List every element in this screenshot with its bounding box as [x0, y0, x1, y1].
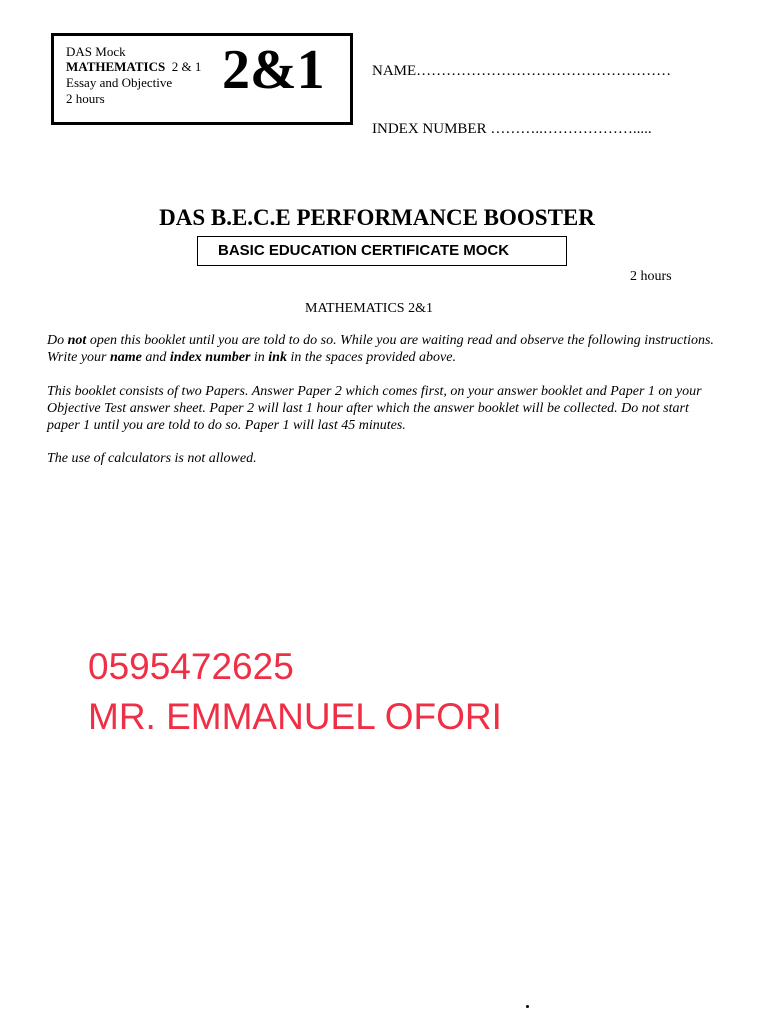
- paper-code: 2&1: [222, 39, 325, 101]
- subject-name: MATHEMATICS: [66, 59, 166, 74]
- subject-label: [66, 59, 201, 75]
- page-title: DAS B.E.C.E PERFORMANCE BOOSTER: [159, 205, 595, 230]
- instruction-emphasis: name: [110, 350, 142, 365]
- candidate-name-field: NAME……………………………………………: [372, 63, 672, 79]
- duration-label: 2 hours: [66, 91, 105, 106]
- contact-phone: 0595472625: [88, 646, 294, 687]
- exam-subtitle: BASIC EDUCATION CERTIFICATE MOCK: [197, 236, 567, 266]
- instruction-text: in: [250, 350, 269, 365]
- instruction-text: open this booklet until you are told to do so. While you are waiting read and observe the following instructions. Write your: [47, 333, 714, 365]
- instruction-emphasis: ink: [268, 350, 287, 365]
- instruction-emphasis: index number: [169, 350, 251, 365]
- paper-type-label: Essay and Objective: [66, 75, 173, 90]
- exam-series-label: DAS Mock: [66, 44, 126, 59]
- instruction-text: and: [141, 350, 170, 365]
- subject-line: MATHEMATICS 2&1: [305, 301, 433, 316]
- index-number-field: INDEX NUMBER ………..……………….....: [372, 121, 652, 137]
- instruction-text: Do: [47, 333, 68, 348]
- instruction-paragraph-1: [47, 332, 717, 366]
- paper-numbers: 2 & 1: [171, 59, 202, 74]
- instruction-paragraph-3: The use of calculators is not allowed.: [47, 451, 257, 466]
- exam-duration: 2 hours: [630, 269, 672, 284]
- header-box: [51, 33, 353, 125]
- instruction-paragraph-2: This booklet consists of two Papers. Answer Paper 2 which comes first, on your answer booklet and Paper 1 on your Objective Test answer sheet. Paper 2 will last 1 hour after which the answer booklet will be collected. Do not start paper 1 until you are told to do so. Paper 1 will last 45 minutes.: [47, 384, 702, 433]
- contact-teacher-name: MR. EMMANUEL OFORI: [88, 696, 502, 737]
- stray-dot: [526, 1005, 529, 1008]
- instruction-emphasis: not: [67, 333, 87, 348]
- instruction-text: in the spaces provided above.: [286, 350, 456, 365]
